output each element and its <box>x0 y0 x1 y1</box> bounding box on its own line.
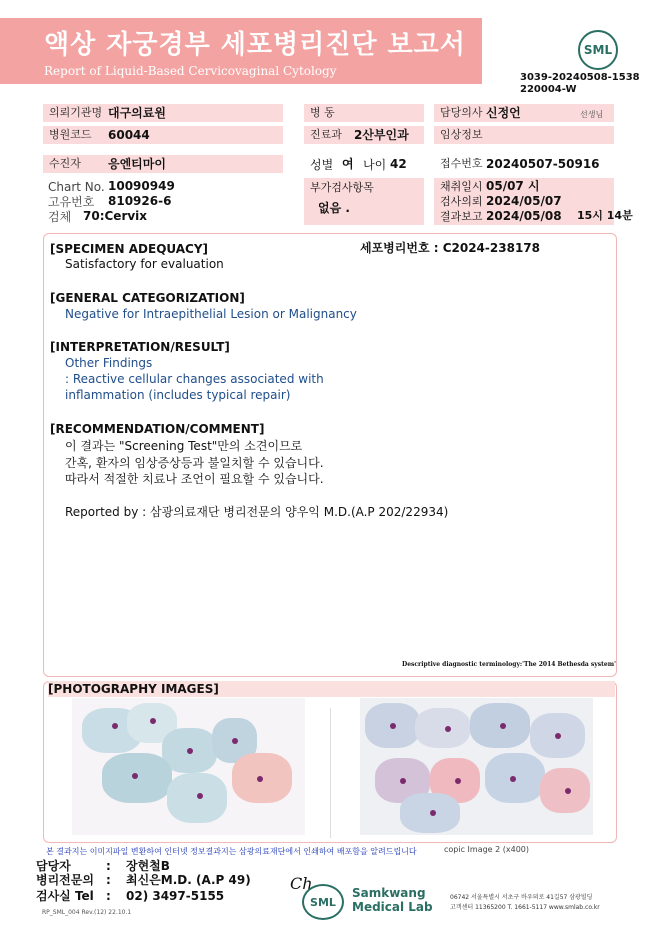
age-value: 42 <box>390 157 407 171</box>
clinical-label: 임상정보 <box>440 128 483 141</box>
dept-label: 진료과 <box>310 128 342 141</box>
specimen-value: 70:Cervix <box>83 209 148 223</box>
cell-nucleus <box>565 788 571 794</box>
cell-nucleus <box>455 778 461 784</box>
lab-tel-colon: : <box>106 889 111 903</box>
cell-nucleus <box>132 773 138 779</box>
photo-heading <box>48 681 615 697</box>
signature-mark: Ch <box>290 874 313 893</box>
patient-label: 수진자 <box>49 157 81 170</box>
staff-colon: : <box>106 859 111 873</box>
patient-value: 응엔티마이 <box>108 157 166 171</box>
cell-nucleus <box>445 726 451 732</box>
cell-nucleus <box>197 793 203 799</box>
address-line1: 06742 서울특별시 서초구 바우뫼로 41길57 삼광빌딩 <box>450 894 593 901</box>
cell-nucleus <box>390 723 396 729</box>
collect-label: 채취일시 <box>440 180 483 193</box>
brand-line1: Samkwang <box>352 886 426 900</box>
recommendation-heading: [RECOMMENDATION/COMMENT] <box>50 422 265 436</box>
hospital-code-value: 60044 <box>108 128 150 142</box>
cell-nucleus <box>150 718 156 724</box>
cell-nucleus <box>555 733 561 739</box>
specimen-label: 검체 <box>48 210 72 224</box>
interpretation-heading: [INTERPRETATION/RESULT] <box>50 340 230 354</box>
collect-value: 05/07 시 <box>486 179 540 193</box>
adequacy-text: Satisfactory for evaluation <box>65 257 224 271</box>
recommendation-line1: 이 결과는 "Screening Test"만의 소견이므로 <box>65 439 303 453</box>
ward-label: 병 동 <box>310 106 335 119</box>
chart-no-value: 10090949 <box>108 179 175 193</box>
document-number-line1: 3039-20240508-1538 <box>520 72 640 83</box>
result-label: 결과보고 <box>440 210 483 223</box>
general-text: Negative for Intraepithelial Lesion or Malignancy <box>65 307 357 321</box>
sex-label: 성별 <box>310 158 334 172</box>
pathologist-label: 병리전문의 <box>36 873 94 887</box>
report-title: 액상 자궁경부 세포병리진단 보고서 <box>44 30 466 60</box>
brand-line2: Medical Lab <box>352 900 433 914</box>
address-block <box>450 893 600 913</box>
interpretation-line3: inflammation (includes typical repair) <box>65 388 291 402</box>
staff-label: 담당자 <box>36 859 71 873</box>
footer-sml-logo-text: SML <box>310 895 336 909</box>
hospital-code-label: 병원코드 <box>49 128 92 141</box>
cell-nucleus <box>430 810 436 816</box>
dept-value: 2산부인과 <box>354 128 409 142</box>
pathologist-value: 최신은M.D. (A.P 49) <box>126 873 251 887</box>
sml-logo <box>578 30 618 70</box>
doctor-label: 담당의사 <box>440 106 483 119</box>
cell-nucleus <box>232 738 238 744</box>
cell-nucleus <box>510 776 516 782</box>
institution-value: 대구의료원 <box>108 106 166 120</box>
doctor-value: 신정언 <box>486 106 521 120</box>
document-number <box>520 72 640 96</box>
sex-value: 여 <box>342 157 354 171</box>
recommendation-line3: 따라서 적절한 치료나 조언이 필요할 수 있습니다. <box>65 472 324 486</box>
unique-no-label: 고유번호 <box>48 195 95 209</box>
cell-nucleus <box>187 748 193 754</box>
cell-nucleus <box>400 778 406 784</box>
cell-nucleus <box>500 723 506 729</box>
footer-sml-logo <box>302 884 344 920</box>
cytology-image-1 <box>72 698 305 835</box>
general-heading: [GENERAL CATEGORIZATION] <box>50 291 245 305</box>
recommendation-line2: 간혹, 환자의 임상증상등과 불일치할 수 있습니다. <box>65 456 324 470</box>
receipt-label: 접수번호 <box>440 157 483 170</box>
address-line2: 고객센터 11365200 T. 1661-5117 www.smlab.co.kr <box>450 904 600 911</box>
lab-tel-label: 검사실 Tel <box>36 889 94 903</box>
document-number-line2: 220004-W <box>520 84 577 95</box>
cell-cytoplasm <box>415 708 470 748</box>
doctor-suffix: 선생님 <box>580 110 604 119</box>
chart-no-label: Chart No. <box>48 180 105 194</box>
hospital-code-row <box>43 126 283 144</box>
adequacy-heading: [SPECIMEN ADEQUACY] <box>50 242 209 256</box>
cytology-number: 세포병리번호 : C2024-238178 <box>360 241 540 255</box>
extra-test-label: 부가검사항목 <box>310 181 374 194</box>
interpretation-line1: Other Findings <box>65 356 153 370</box>
cell-nucleus <box>257 776 263 782</box>
photo-divider <box>330 708 331 838</box>
institution-label: 의뢰기관명 <box>49 106 103 119</box>
report-subtitle: Report of Liquid-Based Cervicovaginal Cytology <box>44 64 337 78</box>
cytology-image-2 <box>360 698 593 835</box>
age-label: 나이 <box>363 158 387 172</box>
form-code: RP_SML_004 Rev.(12) 22.10.1 <box>42 909 132 916</box>
interpretation-line2: : Reactive cellular changes associated with <box>65 372 324 386</box>
result-time: 15시 14분 <box>577 209 633 222</box>
receipt-value: 20240507-50916 <box>486 157 600 171</box>
photo-heading-text: [PHOTOGRAPHY IMAGES] <box>48 682 219 696</box>
ward-row <box>304 104 424 122</box>
request-label: 검사의뢰 <box>440 195 483 208</box>
terminology-note: Descriptive diagnostic terminology:'The 2014 Bethesda system' <box>402 661 616 668</box>
result-value: 2024/05/08 <box>486 209 562 223</box>
brand-name <box>352 886 433 914</box>
request-value: 2024/05/07 <box>486 194 562 208</box>
cell-nucleus <box>112 723 118 729</box>
unique-no-value: 810926-6 <box>108 194 172 208</box>
reported-by: Reported by : 삼광의료재단 병리전문의 양우익 M.D.(A.P 202/22934) <box>65 505 449 519</box>
lab-tel-value: 02) 3497-5155 <box>126 889 225 903</box>
staff-value: 장현철B <box>126 859 170 873</box>
extra-test-value: 없음 . <box>318 201 350 215</box>
pathologist-colon: : <box>106 873 111 887</box>
clinical-row <box>434 126 614 144</box>
photo-caption-2: copic Image 2 (x400) <box>444 845 530 854</box>
print-notice: 본 결과지는 이미지파일 변환하여 인터넷 정보결과지는 삼광의료재단에서 인쇄하여 배포함을 알려드립니다 <box>46 847 417 856</box>
sml-logo-text: SML <box>583 43 613 57</box>
